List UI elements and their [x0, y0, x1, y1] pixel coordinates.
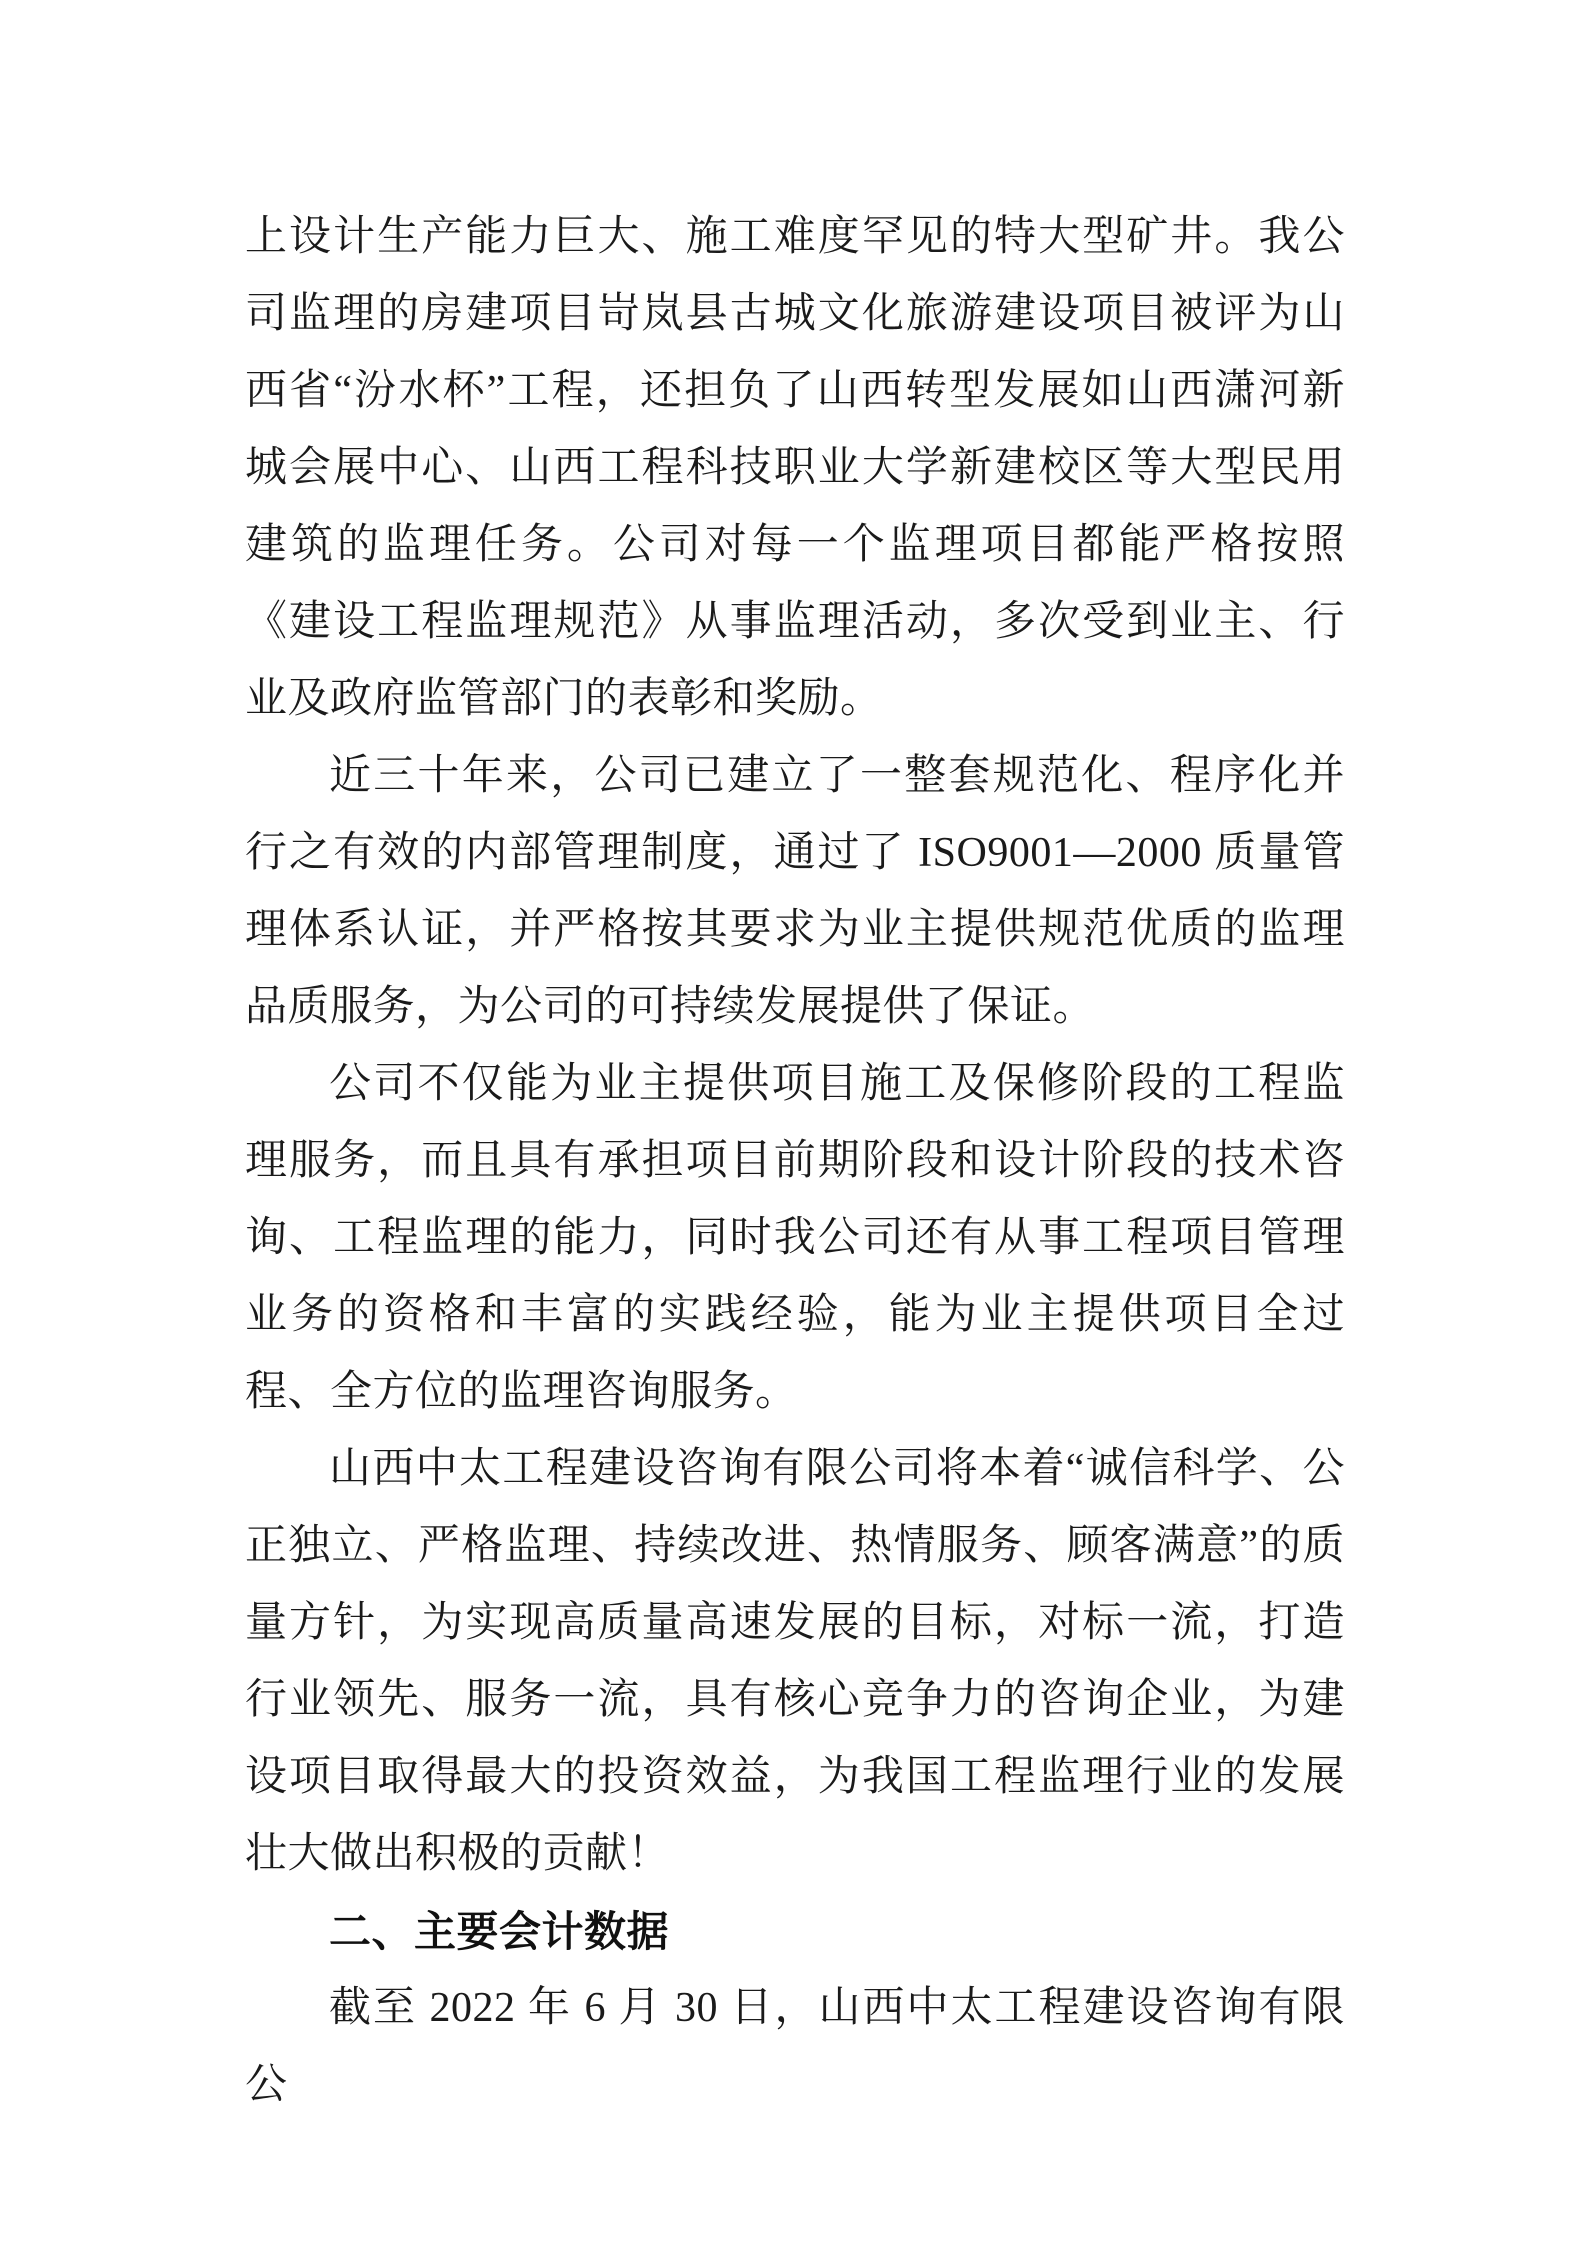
section-heading-accounting-data: 二、主要会计数据: [329, 1908, 670, 1955]
body-paragraph-services: 公司不仅能为业主提供项目施工及保修阶段的工程监理服务，而且具有承担项目前期阶段和设计阶段的技术咨询、工程监理的能力，同时我公司还有从事工程项目管理业务的资格和丰富的实践经验，能为业主提供项目全过程、全方位的监理咨询服务。: [245, 1061, 1345, 1415]
body-paragraph-closing: 截至 2022 年 6 月 30 日，山西中太工程建设咨询有限公: [245, 1985, 1345, 2108]
body-paragraph-quality-policy: 山西中太工程建设咨询有限公司将本着“诚信科学、公正独立、严格监理、持续改进、热情服务、顾客满意”的质量方针，为实现高质量高速发展的目标，对标一流，打造行业领先、服务一流，具有核心竞争力的咨询企业，为建设项目取得最大的投资效益，为我国工程监理行业的发展壮大做出积极的贡献！: [245, 1446, 1345, 1877]
body-paragraph-company-history: 近三十年来，公司已建立了一整套规范化、程序化并行之有效的内部管理制度，通过了 ISO9001—2000 质量管理体系认证，并严格按其要求为业主提供规范优质的监理品质服务，为公司的可持续发展提供了保证。: [245, 753, 1345, 1030]
body-paragraph-continuation: 上设计生产能力巨大、施工难度罕见的特大型矿井。我公司监理的房建项目岢岚县古城文化旅游建设项目被评为山西省“汾水杯”工程，还担负了山西转型发展如山西潇河新城会展中心、山西工程科技职业大学新建校区等大型民用建筑的监理任务。公司对每一个监理项目都能严格按照《建设工程监理规范》从事监理活动，多次受到业主、行业及政府监管部门的表彰和奖励。: [245, 214, 1345, 722]
document-body: [245, 199, 1345, 2124]
